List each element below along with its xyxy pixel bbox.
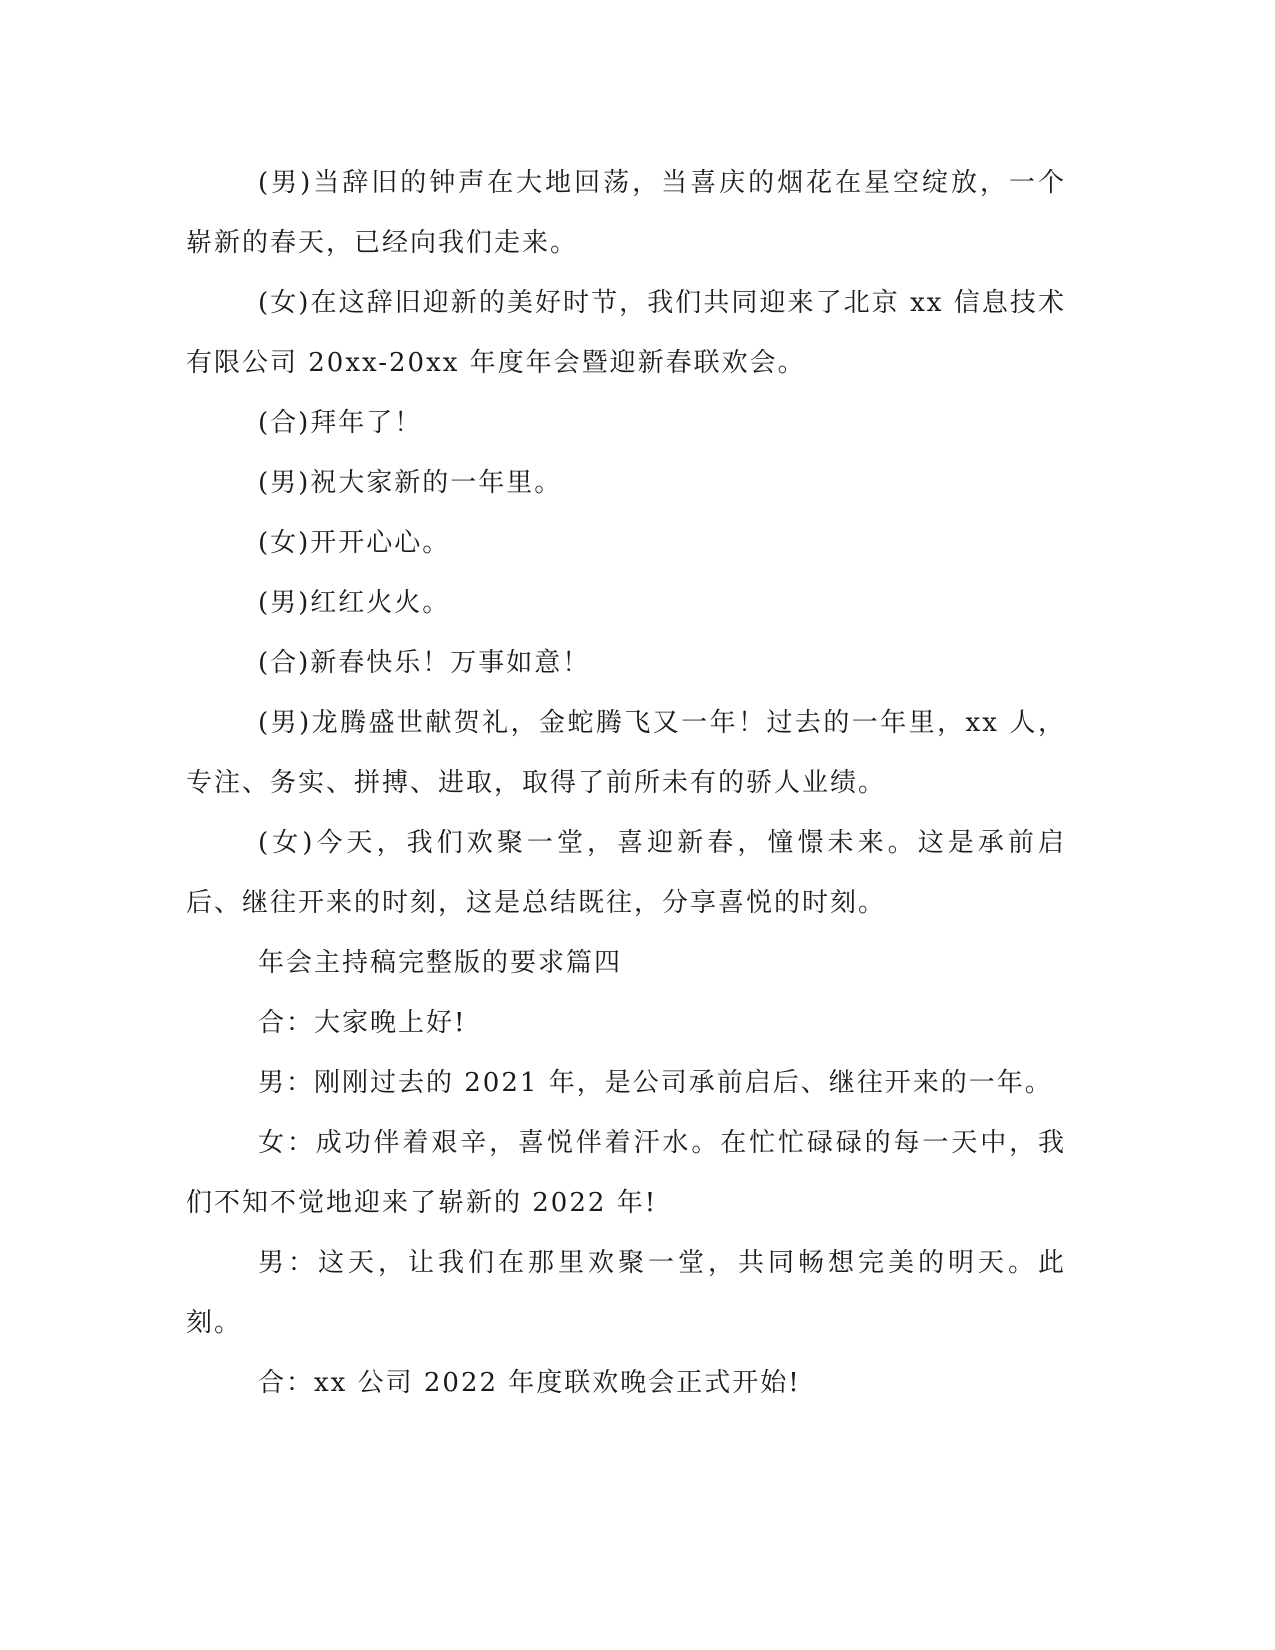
paragraph-14: 男：这天，让我们在那里欢聚一堂，共同畅想完美的明天。此刻。 (186, 1248, 1066, 1338)
paragraph-5: (女)开开心心。 (258, 528, 451, 558)
paragraph-7: (合)新春快乐！万事如意！ (258, 648, 591, 678)
document-body (186, 153, 1066, 1413)
paragraph-11: 合：大家晚上好! (258, 1008, 467, 1038)
paragraph-12: 男：刚刚过去的 2021 年，是公司承前启后、继往开来的一年。 (258, 1068, 1053, 1098)
paragraph-2: (女)在这辞旧迎新的美好时节，我们共同迎来了北京 xx 信息技术有限公司 20xx-20xx 年度年会暨迎新春联欢会。 (186, 288, 1066, 378)
paragraph-6: (男)红红火火。 (258, 588, 451, 618)
paragraph-3: (合)拜年了！ (258, 408, 423, 438)
paragraph-15: 合：xx 公司 2022 年度联欢晚会正式开始! (258, 1368, 801, 1398)
paragraph-9: (女)今天，我们欢聚一堂，喜迎新春，憧憬未来。这是承前启后、继往开来的时刻，这是总结既往，分享喜悦的时刻。 (186, 828, 1066, 918)
paragraph-13: 女：成功伴着艰辛，喜悦伴着汗水。在忙忙碌碌的每一天中，我们不知不觉地迎来了崭新的 2022 年! (186, 1128, 1066, 1218)
section-heading: 年会主持稿完整版的要求篇四 (258, 948, 623, 978)
paragraph-1: (男)当辞旧的钟声在大地回荡，当喜庆的烟花在星空绽放，一个崭新的春天，已经向我们走来。 (186, 168, 1066, 258)
paragraph-8: (男)龙腾盛世献贺礼，金蛇腾飞又一年！过去的一年里，xx 人，专注、务实、拼搏、进取，取得了前所未有的骄人业绩。 (186, 708, 1066, 798)
paragraph-4: (男)祝大家新的一年里。 (258, 468, 563, 498)
